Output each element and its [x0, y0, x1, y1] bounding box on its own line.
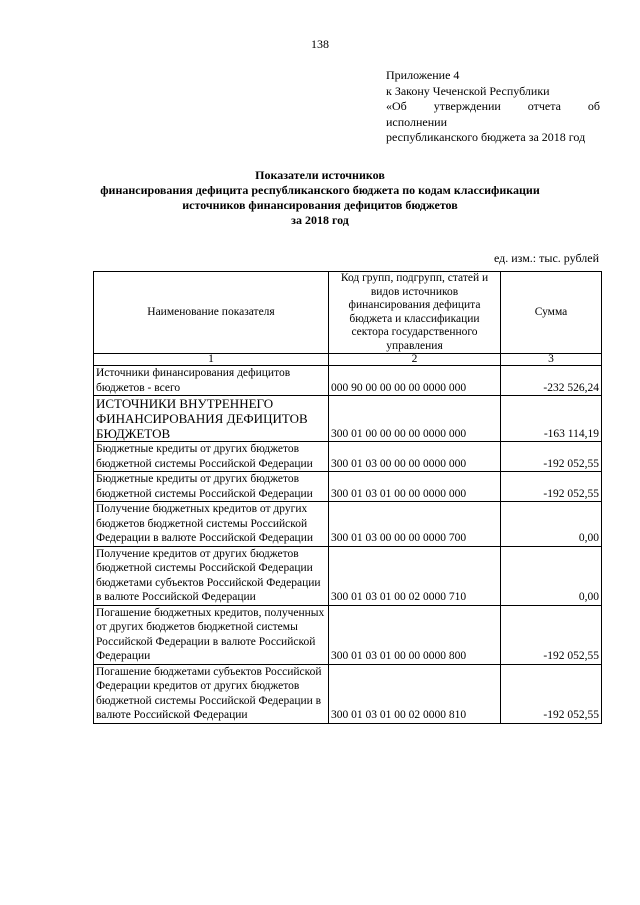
row-name: Источники финансирования дефицитов бюджетов - всего — [94, 366, 329, 396]
row-name: Бюджетные кредиты от других бюджетов бюджетной системы Российской Федерации — [94, 442, 329, 472]
title-line-2: финансирования дефицита республиканского бюджета по кодам классификации — [100, 183, 540, 197]
row-code: 300 01 03 01 00 00 0000 800 — [329, 605, 501, 664]
appendix-line-5: республиканского бюджета за 2018 год — [386, 130, 586, 144]
appendix-line-3 — [386, 99, 600, 115]
table-row — [94, 546, 602, 605]
column-number-row — [94, 354, 602, 366]
table-row — [94, 664, 602, 723]
row-name: Получение бюджетных кредитов от других бюджетов бюджетной системы Российской Федерации в валюте Российской Федерации — [94, 502, 329, 547]
row-sum: 0,00 — [501, 502, 602, 547]
appendix-word: «Об — [386, 99, 407, 113]
unit-label: ед. изм.: тыс. рублей — [493, 251, 599, 265]
row-code: 300 01 00 00 00 00 0000 000 — [329, 396, 501, 442]
row-code: 000 90 00 00 00 00 0000 000 — [329, 366, 501, 396]
title-line-1: Показатели источников — [255, 168, 385, 182]
row-name: Погашение бюджетами субъектов Российской Федерации кредитов от других бюджетов бюджетной системы Российской Федерации в валюте Российской Федерации — [94, 664, 329, 723]
appendix-block — [386, 68, 600, 146]
document-title — [80, 168, 560, 228]
row-name: ИСТОЧНИКИ ВНУТРЕННЕГО ФИНАНСИРОВАНИЯ ДЕФИЦИТОВ БЮДЖЕТОВ — [94, 396, 329, 442]
header-row — [94, 272, 602, 354]
title-line-4: за 2018 год — [291, 213, 349, 227]
appendix-word: об — [587, 99, 600, 113]
appendix-line-2: к Закону Чеченской Республики — [386, 83, 550, 98]
row-sum: -192 052,55 — [501, 472, 602, 502]
table-row — [94, 605, 602, 664]
row-code: 300 01 03 00 00 00 0000 700 — [329, 502, 501, 547]
row-sum: -192 052,55 — [501, 664, 602, 723]
row-code: 300 01 03 01 00 02 0000 710 — [329, 546, 501, 605]
column-number: 2 — [329, 354, 501, 366]
row-sum: -232 526,24 — [501, 366, 602, 396]
header-code: Код групп, подгрупп, статей и видов источников финансирования дефицита бюджета и классификации сектора государственного управления — [329, 272, 501, 354]
row-sum: 0,00 — [501, 546, 602, 605]
header-sum: Сумма — [501, 272, 602, 354]
column-number: 1 — [94, 354, 329, 366]
appendix-line-1: Приложение 4 — [386, 68, 460, 82]
header-name: Наименование показателя — [94, 272, 329, 354]
appendix-line-4: исполнении — [386, 114, 448, 129]
table-row — [94, 396, 602, 442]
row-code: 300 01 03 00 00 00 0000 000 — [329, 442, 501, 472]
appendix-word: отчета — [527, 99, 561, 113]
row-code: 300 01 03 01 00 02 0000 810 — [329, 664, 501, 723]
column-number: 3 — [501, 354, 602, 366]
page-number: 138 — [311, 37, 329, 51]
table-row — [94, 472, 602, 502]
title-line-3: источников финансирования дефицитов бюджетов — [182, 198, 458, 212]
table-row — [94, 442, 602, 472]
row-name: Получение кредитов от других бюджетов бюджетной системы Российской Федерации бюджетами субъектов Российской Федерации в валюте Российской Федерации — [94, 546, 329, 605]
report-table — [93, 271, 602, 724]
appendix-word: утверждении — [433, 99, 501, 113]
row-sum: -163 114,19 — [501, 396, 602, 442]
table-row — [94, 366, 602, 396]
row-name: Бюджетные кредиты от других бюджетов бюджетной системы Российской Федерации — [94, 472, 329, 502]
row-sum: -192 052,55 — [501, 605, 602, 664]
row-sum: -192 052,55 — [501, 442, 602, 472]
row-name: Погашение бюджетных кредитов, полученных от других бюджетов бюджетной системы Российской Федерации в валюте Российской Федерации — [94, 605, 329, 664]
row-code: 300 01 03 01 00 00 0000 000 — [329, 472, 501, 502]
table-row — [94, 502, 602, 547]
